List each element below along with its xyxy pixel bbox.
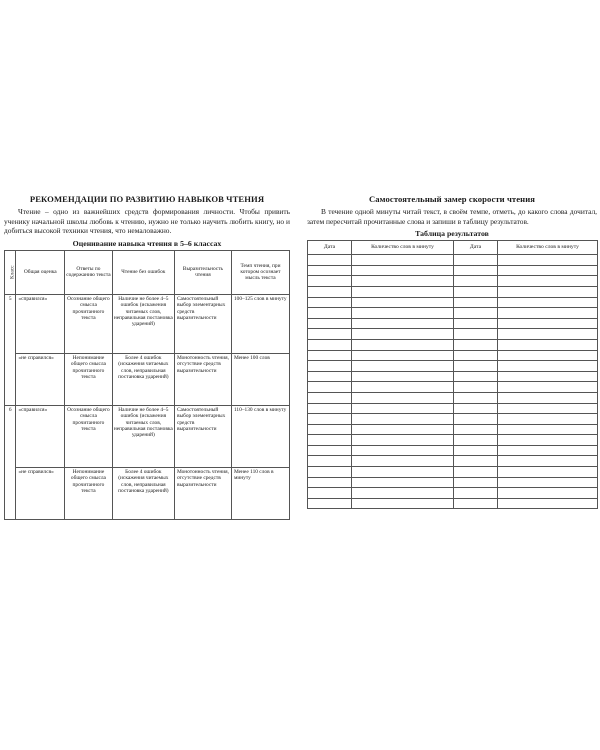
results-header-date-2: Дата [454,241,498,255]
results-cell-date[interactable] [308,456,352,467]
table-row [308,318,598,329]
results-cell-count[interactable] [498,488,598,499]
grading-table-title: Оценивание навыка чтения в 5–6 классах [72,238,222,248]
table-row [308,424,598,435]
results-cell-count[interactable] [352,498,454,509]
results-cell-date[interactable] [308,255,352,266]
table-row [308,392,598,403]
results-cell-count[interactable] [498,265,598,276]
results-cell-count[interactable] [352,456,454,467]
results-cell-date[interactable] [308,297,352,308]
results-cell-date[interactable] [308,265,352,276]
results-cell-count[interactable] [352,424,454,435]
results-cell-count[interactable] [352,265,454,276]
table-row [308,403,598,414]
results-cell-date[interactable] [308,286,352,297]
results-cell-count[interactable] [498,339,598,350]
grading-cell-tempo: 110–130 слов в минуту [231,405,289,467]
results-cell-count[interactable] [498,456,598,467]
grading-header-tempo: Темп чтения, при котором осознает мысль текста [231,250,289,294]
results-cell-date[interactable] [308,308,352,319]
table-row [5,405,290,467]
results-cell-date[interactable] [308,414,352,425]
results-cell-count[interactable] [498,255,598,266]
results-table-title: Таблица результатов [415,229,489,239]
results-table [307,240,598,509]
grading-cell-errors: Более 4 ошибок (искажения читаемых слов, неправильная постановка ударений) [112,353,174,405]
table-row [308,371,598,382]
table-row [5,467,290,519]
grading-header-klass: Класс [5,250,16,294]
results-cell-date[interactable] [454,414,498,425]
results-cell-count[interactable] [352,297,454,308]
results-cell-count[interactable] [352,361,454,372]
results-cell-date[interactable] [454,498,498,509]
table-row [308,276,598,287]
results-cell-count[interactable] [498,297,598,308]
results-cell-date[interactable] [454,255,498,266]
results-cell-count[interactable] [352,382,454,393]
results-cell-count[interactable] [498,318,598,329]
results-cell-count[interactable] [498,414,598,425]
results-cell-date[interactable] [308,403,352,414]
results-cell-count[interactable] [498,403,598,414]
results-cell-count[interactable] [352,286,454,297]
results-cell-date[interactable] [454,467,498,478]
grading-cell-tempo: Менее 110 слов в минуту [231,467,289,519]
grading-header-content: Ответы по содержанию текста [65,250,113,294]
right-page [307,194,597,509]
results-header-date-1: Дата [308,241,352,255]
results-cell-count[interactable] [352,445,454,456]
results-cell-count[interactable] [352,308,454,319]
grading-cell-klass: 6 [5,405,16,519]
grading-cell-errors: Наличие не более 4–5 ошибок (искажения читаемых слов, неправильная постановка ударений) [112,405,174,467]
results-cell-date[interactable] [308,371,352,382]
results-cell-count[interactable] [352,350,454,361]
grading-cell-expr: Монотонность чтения, отсутствие средств выразительности [174,353,231,405]
results-cell-date[interactable] [454,435,498,446]
results-cell-count[interactable] [498,371,598,382]
left-page-intro: Чтение – одно из важнейших средств формирования личности. Чтобы привить ученику начальной школы любовь к чтению, нужно не только научить любить книгу, но и добиться высокой техники чтения, что немаловажно. [4,207,290,236]
grading-cell-errors: Более 4 ошибок (искажения читаемых слов, неправильная постановка ударений) [112,467,174,519]
results-cell-count[interactable] [352,477,454,488]
grading-header-grade: Общая оценка [16,250,65,294]
grading-cell-content: Осознание общего смысла прочитанного текста [65,405,113,467]
results-cell-count[interactable] [352,392,454,403]
table-row [5,294,290,353]
table-row [308,414,598,425]
grading-cell-grade: «не справился» [16,467,65,519]
left-page-title: РЕКОМЕНДАЦИИ ПО РАЗВИТИЮ НАВЫКОВ ЧТЕНИЯ [29,194,265,204]
results-cell-count[interactable] [352,488,454,499]
grading-cell-content: Осознание общего смысла прочитанного текста [65,294,113,353]
results-cell-count[interactable] [498,361,598,372]
results-cell-date[interactable] [454,350,498,361]
results-cell-date[interactable] [454,361,498,372]
results-cell-count[interactable] [352,329,454,340]
right-page-title: Самостоятельный замер скорости чтения [368,194,536,204]
results-cell-date[interactable] [454,382,498,393]
table-row [5,353,290,405]
grading-header-errors: Чтение без ошибок [112,250,174,294]
results-cell-date[interactable] [308,424,352,435]
table-row [308,382,598,393]
table-row [308,467,598,478]
grading-header-expr: Выразительность чтения [174,250,231,294]
results-cell-date[interactable] [308,435,352,446]
table-row [308,265,598,276]
results-header-count-2: Количество слов в минуту [498,241,598,255]
results-cell-date[interactable] [308,350,352,361]
grading-table [4,250,290,520]
results-cell-date[interactable] [454,392,498,403]
results-cell-count[interactable] [352,255,454,266]
results-cell-date[interactable] [308,467,352,478]
results-cell-count[interactable] [498,350,598,361]
results-cell-date[interactable] [308,477,352,488]
results-cell-date[interactable] [454,339,498,350]
results-cell-count[interactable] [352,414,454,425]
results-cell-count[interactable] [498,424,598,435]
table-row [308,297,598,308]
table-row [308,329,598,340]
grading-cell-content: Непонимание общего смысла прочитанного текста [65,353,113,405]
results-cell-date[interactable] [454,286,498,297]
results-cell-count[interactable] [498,329,598,340]
results-cell-count[interactable] [498,286,598,297]
grading-cell-grade: «справился» [16,294,65,353]
results-cell-date[interactable] [454,297,498,308]
grading-cell-klass: 5 [5,294,16,405]
results-cell-count[interactable] [498,392,598,403]
table-row [308,255,598,266]
results-cell-date[interactable] [308,488,352,499]
results-cell-count[interactable] [498,308,598,319]
results-cell-count[interactable] [352,403,454,414]
results-header-count-1: Количество слов в минуту [352,241,454,255]
grading-cell-tempo: Менее 100 слов [231,353,289,405]
results-cell-date[interactable] [454,488,498,499]
results-cell-date[interactable] [308,392,352,403]
grading-cell-errors: Наличие не более 4–5 ошибок (искажения читаемых слов, неправильная постановка ударений) [112,294,174,353]
results-cell-count[interactable] [498,477,598,488]
results-cell-count[interactable] [352,276,454,287]
results-cell-count[interactable] [352,339,454,350]
grading-cell-expr: Самостоятельный выбор элементарных средств выразительности [174,405,231,467]
results-cell-date[interactable] [454,477,498,488]
results-cell-date[interactable] [308,361,352,372]
results-cell-date[interactable] [454,329,498,340]
results-cell-date[interactable] [454,424,498,435]
results-cell-count[interactable] [352,371,454,382]
results-cell-count[interactable] [352,318,454,329]
results-cell-date[interactable] [454,265,498,276]
grading-cell-content: Непонимание общего смысла прочитанного текста [65,467,113,519]
results-cell-date[interactable] [308,276,352,287]
results-cell-count[interactable] [352,435,454,446]
table-row [308,361,598,372]
right-page-intro: В течение одной минуты читай текст, в своём темпе, отметь, до какого слова дочитал, затем пересчитай прочитанные слова и запиши в таблицу результатов. [307,207,597,226]
grading-cell-grade: «не справился» [16,353,65,405]
table-row [308,435,598,446]
results-cell-date[interactable] [308,498,352,509]
table-row [308,350,598,361]
table-row [308,286,598,297]
results-cell-date[interactable] [308,445,352,456]
results-cell-date[interactable] [454,445,498,456]
results-cell-count[interactable] [498,498,598,509]
results-cell-date[interactable] [454,403,498,414]
left-page [4,194,290,520]
results-cell-date[interactable] [454,308,498,319]
results-cell-count[interactable] [498,467,598,478]
grading-cell-tempo: 100–125 слов в минуту [231,294,289,353]
results-cell-count[interactable] [498,276,598,287]
results-cell-date[interactable] [454,371,498,382]
results-cell-date[interactable] [308,318,352,329]
grading-cell-grade: «справился» [16,405,65,467]
table-row [308,339,598,350]
grading-cell-expr: Монотонность чтения, отсутствие средств выразительности [174,467,231,519]
results-cell-date[interactable] [308,339,352,350]
results-cell-count[interactable] [498,435,598,446]
results-cell-date[interactable] [454,456,498,467]
results-cell-count[interactable] [498,445,598,456]
grading-cell-expr: Самостоятельный выбор элементарных средств выразительности [174,294,231,353]
table-row [308,498,598,509]
results-cell-date[interactable] [308,329,352,340]
results-cell-date[interactable] [454,318,498,329]
table-row [308,488,598,499]
results-cell-count[interactable] [498,382,598,393]
results-cell-date[interactable] [308,382,352,393]
table-row [308,308,598,319]
results-cell-count[interactable] [352,467,454,478]
table-row [308,456,598,467]
results-cell-date[interactable] [454,276,498,287]
table-row [308,477,598,488]
table-row [308,445,598,456]
